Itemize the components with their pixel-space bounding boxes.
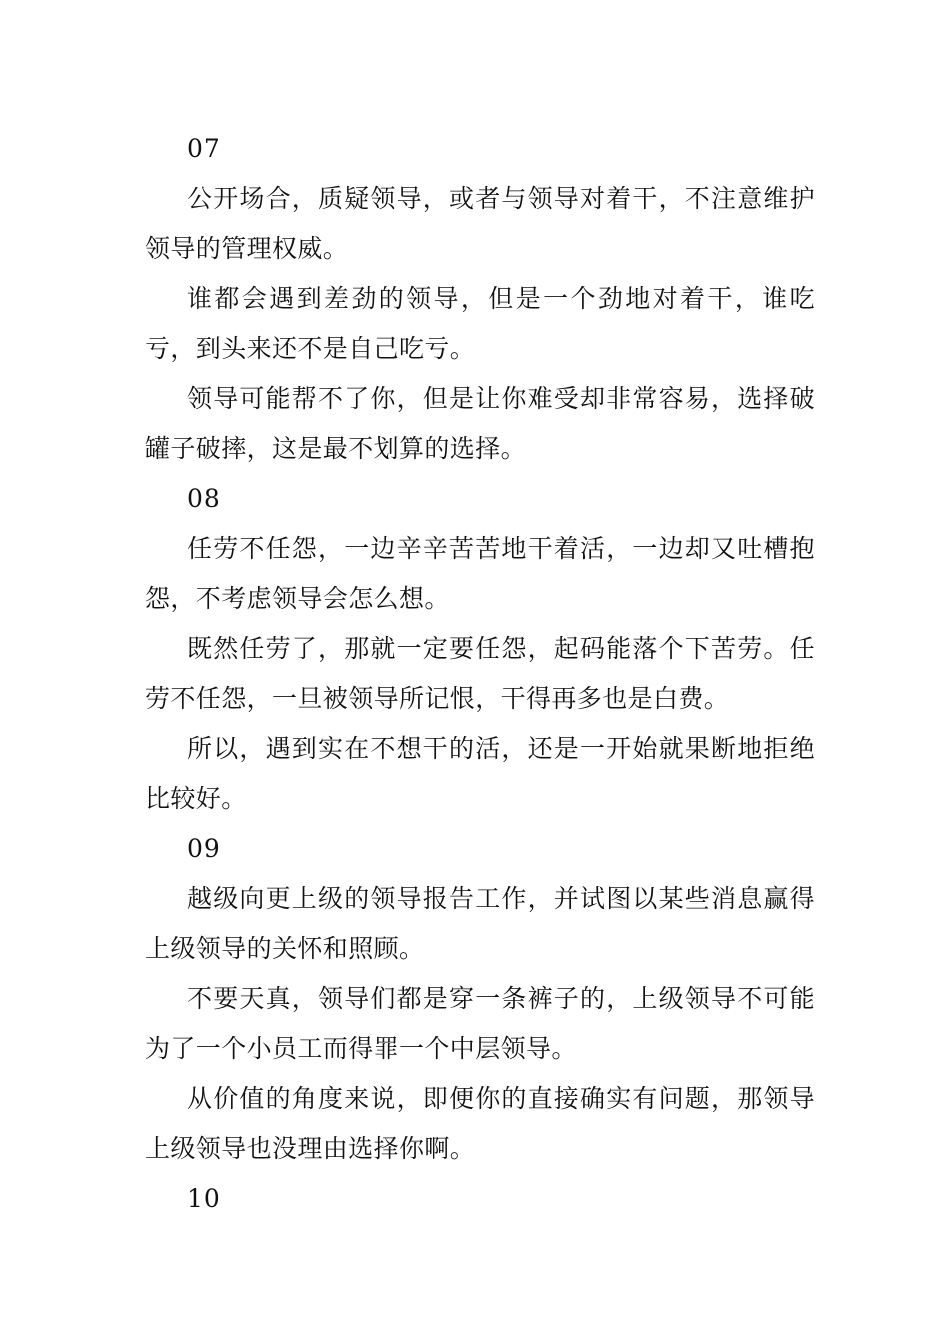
paragraph: 不要天真，领导们都是穿一条裤子的，上级领导不可能为了一个小员工而得罪一个中层领导。 xyxy=(145,984,815,1063)
paragraph: 谁都会遇到差劲的领导，但是一个劲地对着干，谁吃亏，到头来还不是自己吃亏。 xyxy=(145,284,815,363)
paragraph: 从价值的角度来说，即便你的直接确实有问题，那领导上级领导也没理由选择你啊。 xyxy=(145,1084,815,1163)
paragraph: 公开场合，质疑领导，或者与领导对着干，不注意维护领导的管理权威。 xyxy=(145,184,815,263)
paragraph: 所以，遇到实在不想干的活，还是一开始就果断地拒绝比较好。 xyxy=(145,734,815,813)
paragraph: 任劳不任怨，一边辛辛苦苦地干着活，一边却又吐槽抱怨，不考虑领导会怎么想。 xyxy=(145,534,815,613)
section-number: 08 xyxy=(187,484,221,513)
paragraph: 越级向更上级的领导报告工作，并试图以某些消息赢得上级领导的关怀和照顾。 xyxy=(145,884,815,963)
section-number: 09 xyxy=(187,834,221,863)
paragraph: 既然任劳了，那就一定要任怨，起码能落个下苦劳。任劳不任怨，一旦被领导所记恨，干得再多也是白费。 xyxy=(145,634,815,713)
document-page xyxy=(145,124,815,1224)
paragraph: 领导可能帮不了你，但是让你难受却非常容易，选择破罐子破摔，这是最不划算的选择。 xyxy=(145,384,815,463)
section-number: 10 xyxy=(187,1184,221,1213)
section-number: 07 xyxy=(187,134,221,163)
